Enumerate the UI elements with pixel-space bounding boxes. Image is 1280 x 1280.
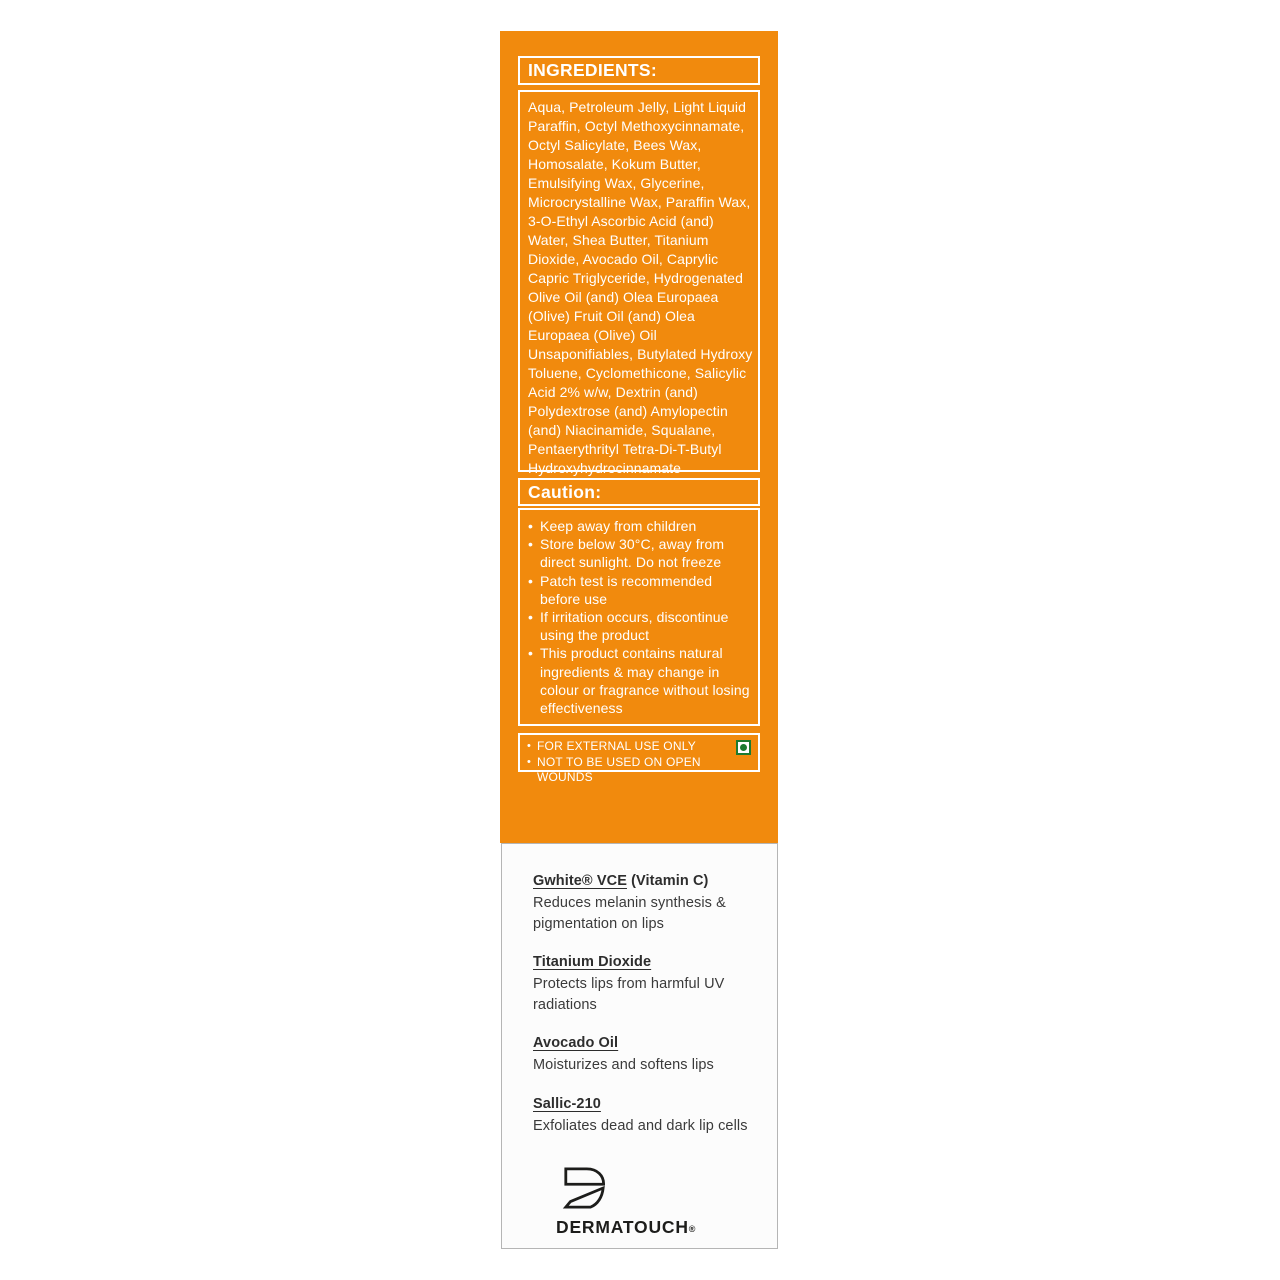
caution-item: • If irritation occurs, discontinue using the product: [528, 608, 754, 644]
caution-item: • Patch test is recommended before use: [528, 572, 754, 608]
key-ingredient-description: Reduces melanin synthesis & pigmentation on lips: [533, 895, 726, 932]
key-ingredient-name: Gwhite® VCE: [533, 873, 627, 889]
key-ingredient-title: [533, 873, 777, 889]
key-ingredient-block: [533, 1035, 777, 1076]
caution-item: • This product contains natural ingredients & may change in colour or fragrance without losing effectiveness: [528, 644, 754, 717]
ingredients-title: INGREDIENTS:: [528, 60, 658, 80]
brand-logo: [556, 1163, 777, 1238]
key-ingredient-title: [533, 954, 777, 970]
key-ingredient-block: [533, 1096, 777, 1137]
ingredients-header: [518, 56, 760, 85]
key-ingredient-name: Avocado Oil: [533, 1035, 619, 1051]
brand-name: [556, 1217, 777, 1238]
caution-item: • Store below 30°C, away from direct sunlight. Do not freeze: [528, 535, 754, 571]
dermatouch-logo-icon: [556, 1163, 612, 1213]
key-ingredient-title: [533, 1096, 777, 1112]
key-ingredient-title: [533, 1035, 777, 1051]
key-ingredient-block: [533, 954, 777, 1015]
key-ingredient-description: Exfoliates dead and dark lip cells: [533, 1117, 748, 1134]
external-use-list: [527, 739, 750, 786]
ingredients-list-box: [518, 90, 760, 476]
key-ingredient-block: [533, 873, 777, 934]
vegetarian-mark-icon: [736, 740, 751, 755]
key-ingredient-suffix: (Vitamin C): [626, 873, 709, 889]
ingredients-caution-panel: [500, 31, 778, 843]
external-use-item: • FOR EXTERNAL USE ONLY: [527, 739, 750, 755]
key-ingredient-name: Sallic-210: [533, 1095, 601, 1112]
caution-title: Caution:: [528, 481, 602, 502]
ingredients-text: Aqua, Petroleum Jelly, Light Liquid Paraffin, Octyl Methoxycinnamate, Octyl Salicylate, Bees Wax, Homosalate, Kokum Butter, Emulsifying Wax, Glycerine, Microcrystalline Wax, Paraffin Wax, 3-O-Ethyl Ascorbic Acid (and) Water, Shea Butter, Titanium Dioxide, Avocado Oil, Caprylic Capric Triglyceride, Hydrogenated Olive Oil (and) Olea Europaea (Olive) Fruit Oil (and) Olea Europaea (Olive) Oil Unsaponifiables, Butylated Hydroxy Toluene, Cyclomethicone, Salicylic Acid 2% w/w, Dextrin (and) Polydextrose (and) Amylopectin (and) Niacinamide, Squalane, Pentaerythrityl Tetra-Di-T-Butyl Hydroxyhydrocinnamate: [528, 99, 753, 476]
key-ingredients-panel: [501, 843, 778, 1249]
brand-name-text: DERMATOUCH: [556, 1217, 689, 1237]
caution-list: [528, 517, 754, 717]
key-ingredient-name: Titanium Dioxide: [533, 954, 652, 970]
caution-header: [518, 478, 760, 506]
external-use-item: • NOT TO BE USED ON OPEN WOUNDS: [527, 755, 750, 786]
registered-trademark-symbol: ®: [688, 1224, 696, 1234]
vegetarian-mark-dot: [740, 744, 747, 751]
external-use-box: [518, 733, 760, 784]
key-ingredient-description: Protects lips from harmful UV radiations: [533, 976, 725, 1013]
key-ingredient-description: Moisturizes and softens lips: [533, 1057, 714, 1073]
caution-item: • Keep away from children: [528, 517, 754, 535]
caution-list-box: [518, 508, 760, 726]
